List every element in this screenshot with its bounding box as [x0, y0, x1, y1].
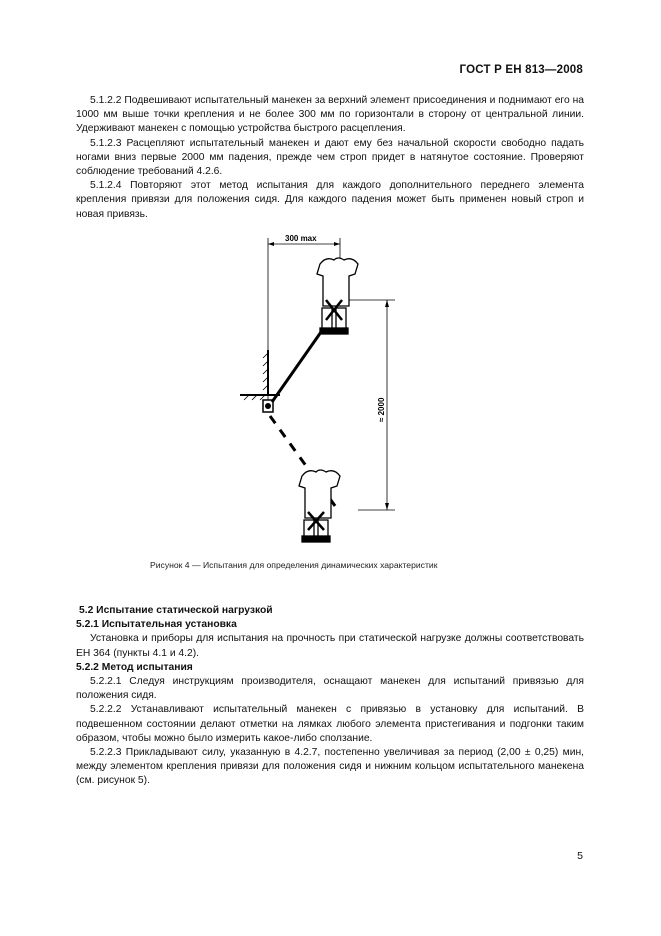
paragraph-5-1-2-2: 5.1.2.2 Подвешивают испытательный манекен за верхний элемент присоединения и поднимают его на 1000 мм выше точки крепления и не более 300 мм по горизонтали в сторону от центральной линии. Удерживают манекен с помощью устройства быстрого расцепления.: [76, 95, 584, 135]
paragraph-5-2-2-2: 5.2.2.2 Устанавливают испытательный манекен с привязью в установку для испытаний. В подвешенном состоянии делают отметки на лямках любого элемента пристегивания и подгонки таким образом, чтобы можно было измерить какое-либо сползание.: [76, 704, 584, 744]
figure-caption: Рисунок 4 — Испытания для определения динамических характеристик: [150, 560, 438, 570]
dim-vertical-label: ≈ 2000: [377, 397, 386, 422]
fall-test-diagram: [230, 230, 410, 550]
paragraph-5-2-2-1: 5.2.2.1 Следуя инструкциям производителя, оснащают манекен для испытаний привязью для положения сидя.: [76, 676, 584, 702]
section-5-2-title: 5.2 Испытание статической нагрузкой: [79, 605, 273, 616]
paragraph-5-2-1: Установка и приборы для испытания на прочность при статической нагрузке должны соответствовать ЕН 364 (пункты 4.1 и 4.2).: [76, 633, 584, 659]
paragraph-5-1-2-4: 5.1.2.4 Повторяют этот метод испытания для каждого дополнительного переднего элемента крепления привязи для положения сидя. Для каждого падения может быть применен новый строп и новая привязь.: [76, 180, 584, 220]
top-text-block: [76, 94, 584, 222]
section-5-2-2-title: 5.2.2 Метод испытания: [76, 661, 193, 673]
section-5-2-1-title: 5.2.1 Испытательная установка: [76, 619, 237, 631]
dim-horizontal-label: 300 max: [285, 234, 317, 243]
paragraph-5-2-2-3: 5.2.2.3 Прикладывают силу, указанную в 4.2.7, постепенно увеличивая за период (2,00 ± 0,25) мин, между элементом крепления привязи для положения сидя и нижним кольцом испытательного манекена (см. рисунок 5).: [76, 747, 584, 787]
page-number: 5: [577, 850, 583, 862]
document-header: ГОСТ Р ЕН 813—2008: [459, 64, 583, 76]
upper-mannequin-icon: [317, 258, 358, 334]
paragraph-5-1-2-3: 5.1.2.3 Расцепляют испытательный манекен и дают ему без начальной скорости свободно падать ногами вниз первые 2000 мм падения, прежде чем строп придет в натянутое состояние. Проверяют соблюдение требований 4.2.6.: [76, 137, 584, 178]
figure-4-diagram: [230, 230, 410, 550]
bottom-text-block: [76, 604, 584, 789]
